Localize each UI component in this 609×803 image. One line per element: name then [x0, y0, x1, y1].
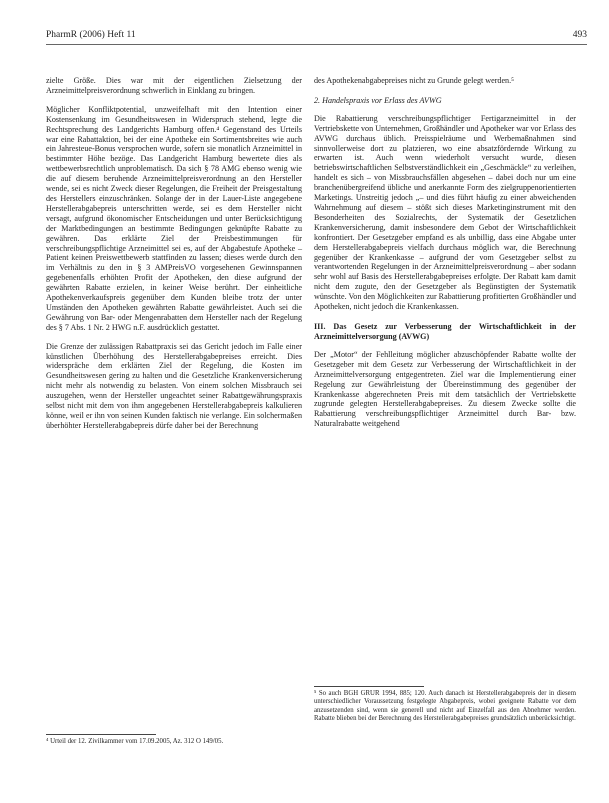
- footnote-right: [314, 686, 576, 724]
- right-column: [314, 76, 576, 438]
- section-heading: III. Das Gesetz zur Verbesserung der Wirtschaftlichkeit in der Arzneimittelversorgung (AVWG): [314, 321, 576, 341]
- body-paragraph: Möglicher Konfliktpotential, unzweifelhaft mit den Intention einer Kostensenkung im Gesundheitswesen in Widerspruch stehend, legte die Rechtsprechung des Landgerichts Hamburg offen.⁴ Gegenstand des Urteils war eine Rabattaktion, bei der eine Apotheke ein Sortimentsbreites wie auch ein Jahresteue-Bonus versprochen wurde, sofern sie monatlich Arzneimittel in bestimmter Höhe bezöge. Das Landgericht Hamburg bewertete dies als wettbewerbsrechtlich unproblematisch. Da sich § 78 AMG ebenso wenig wie die auf diesem beruhende Arzneimittelpreisverordnung an den Hersteller wende, sei es nicht Zweck dieser Regelungen, die Freiheit der Preisgestaltung des Herstellers einzuschränken. Solange der in der Lauer-Liste angegebene Herstellerabgabepreis unterschritten werde, sei es dem Hersteller nicht versagt, aufgrund ökonomischer Entscheidungen und unter Berücksichtigung der Marktbedingungen an bestimmte Bedingungen geknüpfte Rabatte zu gewähren. Das erklärte Ziel der Preisbestimmungen für verschreibungspflichtige Arzneimittel sei es, auf der Abgabestufe Apotheke – Patient keinen Preiswettbewerb stattfinden zu lassen; dieses werde durch den im Verhältnis zu den in § 3 AMPreisVO vorgesehenen Gewinnspannen gegebenenfalls erhöhten Profit der Apotheken, den diese aufgrund der gewährten Rabatte erzielen, in keiner Weise berührt. Der einheitliche Apothekenverkaufspreis gegenüber dem Kunden bleibe trotz der unter Umständen den Apotheken gewährten Rabatte gewährleistet. Auch sei die Gewährung von Bar- oder Mengenrabatten dem Hersteller nach der Regelung des § 7 Abs. 1 Nr. 2 HWG n.F. ausdrücklich gestattet.: [46, 104, 302, 332]
- left-column: [46, 76, 302, 440]
- page-number: 493: [572, 30, 587, 40]
- body-paragraph: Die Rabattierung verschreibungspflichtiger Fertigarzneimittel in der Vertriebskette von Unternehmen, Großhändler und Apotheker war vor Erlass des AVWG durchaus üblich. Preisspielräume und Werbemaßnahmen sind sinnvollerweise dort zu platzieren, wo eine absatzfördernde Wirkung zu erwarten ist. Auch wenn wiederholt versucht wurde, diesen betriebswirtschaftlichen Selbstverständlichkeit ein „Geschmäckle“ zu verleihen, handelt es sich – von Missbrauchsfällen abgesehen – dabei doch nur um eine branchenübergreifend übliche und anerkannte Form des zielgruppenorientierten Marketings. Unstreitig jedoch „– und dies führt häufig zu einer abweichenden Wahrnehmung auf diesem – stößt sich dieses Marketinginstrument mit den Besonderheiten des Sozialrechts, der Systematik der Gesetzlichen Krankenversicherung, damit insbesondere dem Gebot der Wirtschaftlichkeit konfrontiert. Der Gesetzgeber empfand es als unbillig, dass eine Abgabe unter dem Herstellerabgabepreis vielfach durchaus möglich war, die Berechnung gegenüber der Krankenkasse – aufgrund der vom Gesetzgeber selbst zu verantwortenden Regelungen in der Arzneimittelpreisverordnung – aber sodann sehr wohl auf Basis des Herstellerabgabepreises erfolgte. Der Rabatt kam damit nicht dem zugute, den der Gesetzgeber als Begünstigten der Systematik wünschte. Von den Möglichkeiten zur Rabattierung profitierten Großhändler und Apotheken, nicht jedoch die Krankenkassen.: [314, 113, 577, 312]
- footnote-left: [46, 734, 302, 746]
- running-header: [46, 30, 587, 45]
- body-paragraph: Die Grenze der zulässigen Rabattpraxis sei das Gericht jedoch im Falle einer künstlichen Überhöhung des Herstellerabgabepreises erreicht. Dies widerspräche dem erklärten Ziel der Regelung, die Kosten im Gesundheitswesen gering zu halten und die Gesetzliche Krankenversicherung nicht mehr als notwendig zu belasten. Von einem solchen Missbrauch sei auszugehen, wenn der Hersteller ungeachtet seiner Rabattgewährungspraxis selbst nicht mit dem von ihm angegebenen Herstellerabgabepreis kalkulieren könne, weil er ihn von seinen Kunden faktisch nie verlange. Ein solchermaßen überhöhter Herstellerabgabepreis dürfe daher bei der Berechnung: [46, 341, 302, 430]
- journal-reference: PharmR (2006) Heft 11: [46, 30, 136, 40]
- body-paragraph: Der „Motor“ der Fehlleitung möglicher abzuschöpfender Rabatte wollte der Gesetzgeber mit dem Gesetz zur Verbesserung der Wirtschaftlichkeit in der Arzneimittelversorgung entgegentreten. Ziel war die Implementierung einer Regelung zur Gewährleistung der Übereinstimmung des gegenüber der Krankenkasse abgerechneten Preis mit dem tatsächlich der Vertriebskette zugrunde gelegten Herstellerabgabepreises. Zu diesem Zwecke sollte die Rabattierung verschreibungspflichtiger Arzneimittel durch Bar- bzw. Naturalrabatte weitgehend: [314, 349, 576, 429]
- footnote-4: ⁴ Urteil der 12. Zivilkammer vom 17.09.2005, Az. 312 O 149/05.: [46, 738, 224, 745]
- body-paragraph: des Apothekenabgabepreises nicht zu Grunde gelegt werden.⁵: [314, 76, 514, 85]
- footnote-rule: [46, 734, 156, 735]
- footnote-rule: [314, 686, 424, 687]
- footnote-5: ⁵ So auch BGH GRUR 1994, 885; 120. Auch danach ist Herstellerabgabepreis der in diesem unterschiedlicher Voraussetzung festgelegte Abgabepreis, wobei geeignete Rabatte vor dem anzusetzenden sind, wenn sie generell und nicht auf Einzelfall aus den Abnehmer werden. Rabatte blieben bei der Berechnung des Herstellerabgabepreises grundsätzlich unberücksichtigt.: [314, 690, 576, 723]
- body-paragraph: zielte Größe. Dies war mit der eigentlichen Zielsetzung der Arzneimittelpreisverordnung schwerlich in Einklang zu bringen.: [46, 76, 302, 95]
- subsection-heading: 2. Handelspraxis vor Erlass des AVWG: [314, 95, 442, 105]
